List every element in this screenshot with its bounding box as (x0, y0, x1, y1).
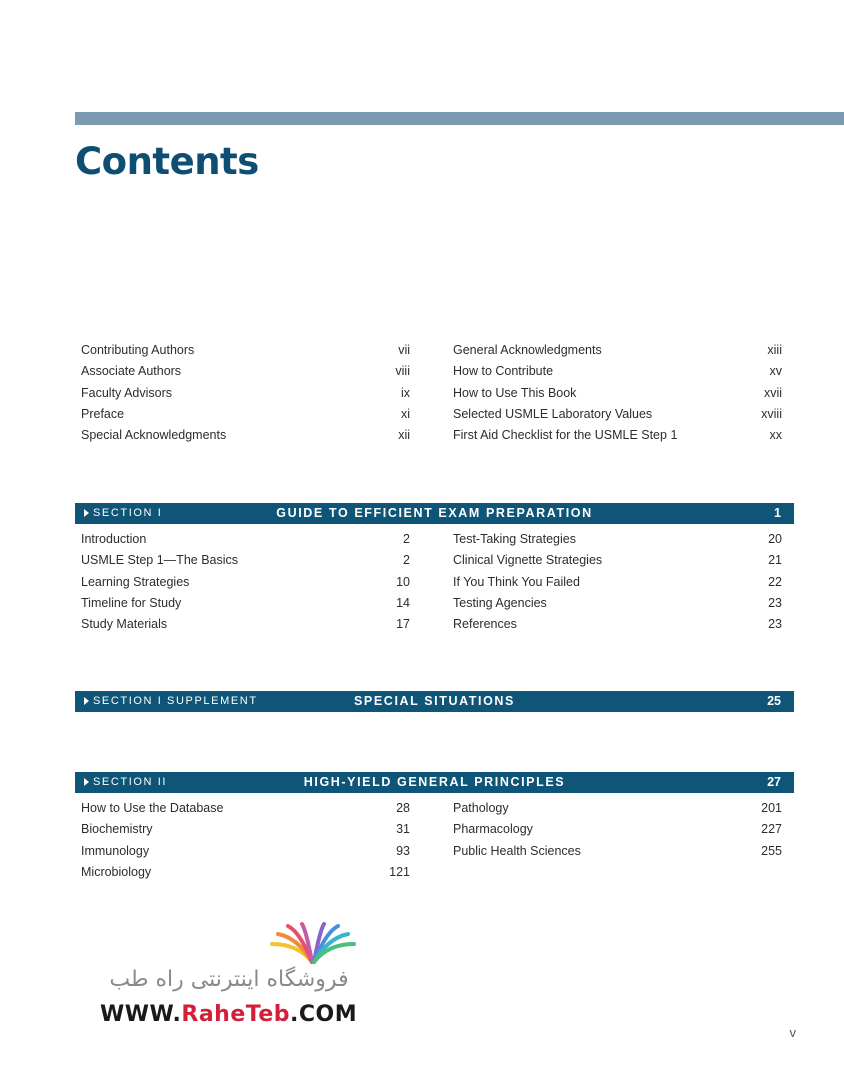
section-1-left-column (81, 532, 410, 638)
toc-page-number: 23 (768, 617, 782, 632)
toc-entry[interactable]: Preface xi (81, 406, 410, 421)
toc-entry[interactable]: How to Contribute xv (453, 364, 782, 379)
toc-entry[interactable]: Timeline for Study 14 (81, 595, 410, 610)
toc-entry[interactable]: Selected USMLE Laboratory Values xviii (453, 406, 782, 421)
toc-entry[interactable]: Clinical Vignette Strategies 21 (453, 553, 782, 568)
section-header-1[interactable] (75, 503, 794, 524)
toc-page-number: 201 (761, 801, 782, 815)
toc-entry[interactable]: How to Use This Book xvii (453, 385, 782, 400)
toc-entry[interactable]: Public Health Sciences 255 (453, 843, 782, 858)
front-matter-right-column (453, 343, 782, 449)
toc-entry[interactable]: Learning Strategies 10 (81, 574, 410, 589)
toc-entry[interactable]: General Acknowledgments xiii (453, 343, 782, 357)
toc-entry[interactable]: Pharmacology 227 (453, 822, 782, 837)
toc-page-number: 17 (396, 617, 410, 632)
top-rule (75, 112, 844, 125)
toc-page-number: xvii (763, 385, 782, 400)
section-page-number: 1 (774, 506, 781, 520)
toc-page-number: 2 (403, 553, 410, 568)
toc-entry[interactable]: Testing Agencies 23 (453, 595, 782, 610)
section-2-right-column (453, 801, 782, 865)
book-logo-icon (268, 922, 358, 966)
toc-page-number: xiii (767, 343, 782, 357)
section-2-left-column (81, 801, 410, 886)
section-title: HIGH-YIELD GENERAL PRINCIPLES (303, 775, 566, 789)
section-title: GUIDE TO EFFICIENT EXAM PREPARATION (276, 506, 593, 520)
section-label: SECTION I (93, 507, 163, 519)
toc-entry[interactable]: References 23 (453, 617, 782, 632)
toc-page-number: xx (769, 428, 782, 443)
section-1-right-column (453, 532, 782, 638)
toc-page-number: 23 (768, 595, 782, 610)
toc-entry[interactable]: Special Acknowledgments xii (81, 428, 410, 443)
toc-entry[interactable]: USMLE Step 1—The Basics 2 (81, 553, 410, 568)
section-header-1-supplement[interactable] (75, 691, 794, 712)
section-page-number: 27 (767, 775, 781, 789)
toc-page-number: viii (395, 364, 410, 379)
toc-page-number: 14 (396, 595, 410, 610)
toc-page-number: 255 (761, 843, 782, 858)
toc-entry[interactable]: Immunology 93 (81, 843, 410, 858)
toc-page-number: 20 (768, 532, 782, 546)
toc-entry[interactable]: Test-Taking Strategies 20 (453, 532, 782, 546)
toc-page-number: 31 (396, 822, 410, 837)
raheteb-watermark[interactable] (100, 922, 370, 1032)
toc-page-number: 21 (768, 553, 782, 568)
watermark-url: WWW.RaheTeb.COM (100, 1002, 358, 1027)
toc-entry[interactable]: Introduction 2 (81, 532, 410, 546)
toc-entry[interactable]: Faculty Advisors ix (81, 385, 410, 400)
section-label: SECTION II (93, 776, 168, 788)
watermark-persian-text: فروشگاه اینترنتی راه طب (109, 967, 349, 992)
toc-entry[interactable]: If You Think You Failed 22 (453, 574, 782, 589)
toc-page-number: 121 (389, 864, 410, 879)
toc-entry[interactable]: Microbiology 121 (81, 864, 410, 879)
toc-page-number: vii (398, 343, 410, 357)
toc-page-number: 227 (761, 822, 782, 837)
toc-entry[interactable]: How to Use the Database 28 (81, 801, 410, 815)
toc-page-number: 10 (396, 574, 410, 589)
page-title: Contents (75, 140, 259, 183)
toc-entry[interactable]: First Aid Checklist for the USMLE Step 1 xx (453, 428, 782, 443)
section-title: SPECIAL SITUATIONS (354, 694, 515, 708)
toc-page-number: xviii (761, 406, 782, 421)
toc-page-number: 22 (768, 574, 782, 589)
toc-page-number: xi (400, 406, 410, 421)
section-page-number: 25 (767, 694, 781, 708)
toc-page-number: xii (398, 428, 410, 443)
page-number: v (789, 1025, 796, 1040)
toc-entry[interactable]: Biochemistry 31 (81, 822, 410, 837)
section-header-2[interactable] (75, 772, 794, 793)
toc-entry[interactable]: Associate Authors viii (81, 364, 410, 379)
toc-page-number: xv (769, 364, 782, 379)
toc-entry[interactable]: Pathology 201 (453, 801, 782, 815)
front-matter-left-column (81, 343, 410, 449)
toc-page-number: ix (400, 385, 410, 400)
toc-entry[interactable]: Contributing Authors vii (81, 343, 410, 357)
section-label: SECTION I SUPPLEMENT (93, 695, 258, 707)
toc-page-number: 93 (396, 843, 410, 858)
toc-page-number: 2 (403, 532, 410, 546)
toc-page-number: 28 (396, 801, 410, 815)
toc-entry[interactable]: Study Materials 17 (81, 617, 410, 632)
